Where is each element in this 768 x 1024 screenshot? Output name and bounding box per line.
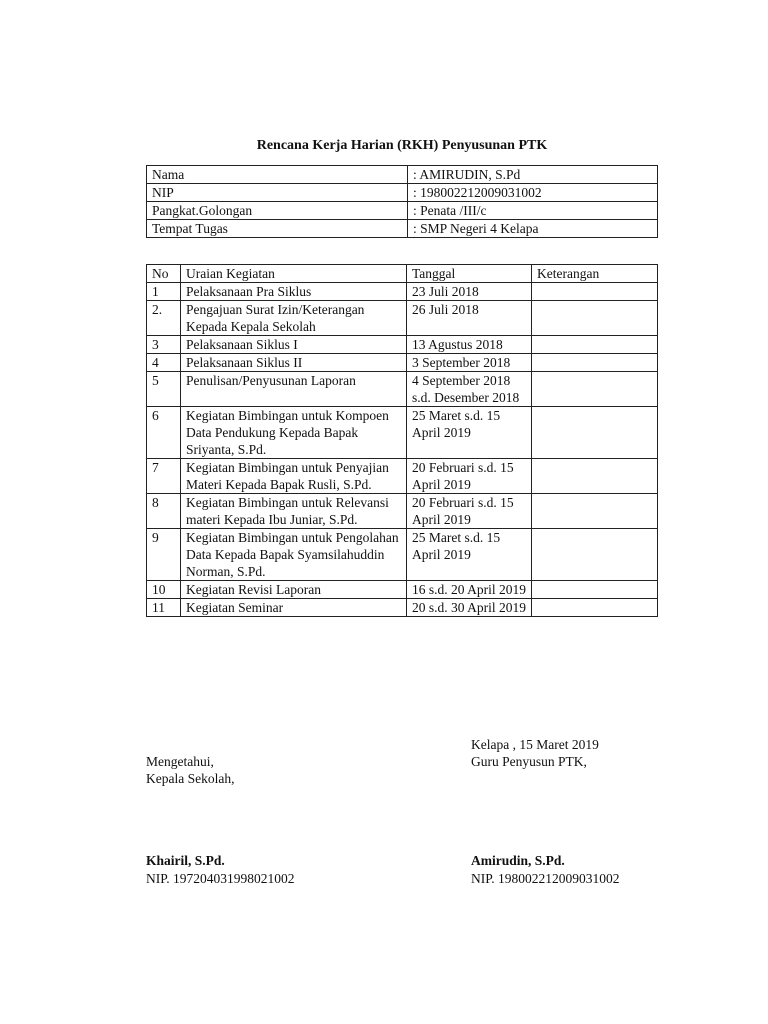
table-header-row bbox=[147, 265, 658, 283]
identity-value: : 198002212009031002 bbox=[408, 184, 658, 202]
row-tanggal: 20 s.d. 30 April 2019 bbox=[407, 599, 532, 617]
row-no: 3 bbox=[147, 336, 181, 354]
table-row bbox=[147, 581, 658, 599]
row-no: 2. bbox=[147, 301, 181, 336]
row-keterangan bbox=[532, 599, 658, 617]
row-tanggal: 20 Februari s.d. 15 April 2019 bbox=[407, 494, 532, 529]
row-no: 7 bbox=[147, 459, 181, 494]
identity-label: NIP bbox=[147, 184, 408, 202]
row-tanggal: 25 Maret s.d. 15 April 2019 bbox=[407, 529, 532, 581]
row-uraian: Kegiatan Bimbingan untuk Pengolahan Data Kepada Bapak Syamsilahuddin Norman, S.Pd. bbox=[181, 529, 407, 581]
principal-name: Khairil, S.Pd. bbox=[146, 853, 225, 868]
row-uraian: Pelaksanaan Pra Siklus bbox=[181, 283, 407, 301]
principal-nip: NIP. 197204031998021002 bbox=[146, 871, 295, 886]
row-no: 9 bbox=[147, 529, 181, 581]
row-tanggal: 13 Agustus 2018 bbox=[407, 336, 532, 354]
row-uraian: Kegiatan Seminar bbox=[181, 599, 407, 617]
row-tanggal: 4 September 2018 s.d. Desember 2018 bbox=[407, 372, 532, 407]
table-row bbox=[147, 529, 658, 581]
row-tanggal: 20 Februari s.d. 15 April 2019 bbox=[407, 459, 532, 494]
row-keterangan bbox=[532, 529, 658, 581]
row-uraian: Pengajuan Surat Izin/Keterangan Kepada Kepala Sekolah bbox=[181, 301, 407, 336]
row-uraian: Pelaksanaan Siklus II bbox=[181, 354, 407, 372]
row-tanggal: 23 Juli 2018 bbox=[407, 283, 532, 301]
acknowledged-label: Mengetahui, bbox=[146, 754, 214, 769]
table-row bbox=[147, 459, 658, 494]
table-row bbox=[147, 283, 658, 301]
document-title: Rencana Kerja Harian (RKH) Penyusunan PTK bbox=[256, 138, 548, 153]
row-no: 6 bbox=[147, 407, 181, 459]
author-role: Guru Penyusun PTK, bbox=[471, 754, 587, 769]
row-tanggal: 3 September 2018 bbox=[407, 354, 532, 372]
row-no: 5 bbox=[147, 372, 181, 407]
row-uraian: Kegiatan Bimbingan untuk Kompoen Data Pendukung Kepada Bapak Sriyanta, S.Pd. bbox=[181, 407, 407, 459]
table-row bbox=[147, 599, 658, 617]
identity-row bbox=[147, 166, 658, 184]
identity-table bbox=[146, 165, 658, 238]
row-uraian: Kegiatan Bimbingan untuk Relevansi materi Kepada Ibu Juniar, S.Pd. bbox=[181, 494, 407, 529]
identity-value: : AMIRUDIN, S.Pd bbox=[408, 166, 658, 184]
row-tanggal: 26 Juli 2018 bbox=[407, 301, 532, 336]
row-tanggal: 16 s.d. 20 April 2019 bbox=[407, 581, 532, 599]
row-uraian: Kegiatan Revisi Laporan bbox=[181, 581, 407, 599]
row-no: 11 bbox=[147, 599, 181, 617]
header-no: No bbox=[147, 265, 181, 283]
table-row bbox=[147, 407, 658, 459]
identity-row bbox=[147, 184, 658, 202]
author-nip: NIP. 198002212009031002 bbox=[471, 871, 620, 886]
row-keterangan bbox=[532, 354, 658, 372]
row-keterangan bbox=[532, 301, 658, 336]
header-keterangan: Keterangan bbox=[532, 265, 658, 283]
row-keterangan bbox=[532, 459, 658, 494]
activity-table bbox=[146, 264, 658, 617]
header-tanggal: Tanggal bbox=[407, 265, 532, 283]
row-no: 4 bbox=[147, 354, 181, 372]
table-row bbox=[147, 336, 658, 354]
row-uraian: Penulisan/Penyusunan Laporan bbox=[181, 372, 407, 407]
principal-role: Kepala Sekolah, bbox=[146, 771, 235, 786]
row-keterangan bbox=[532, 372, 658, 407]
identity-label: Nama bbox=[147, 166, 408, 184]
header-uraian: Uraian Kegiatan bbox=[181, 265, 407, 283]
identity-label: Tempat Tugas bbox=[147, 220, 408, 238]
row-uraian: Pelaksanaan Siklus I bbox=[181, 336, 407, 354]
row-no: 8 bbox=[147, 494, 181, 529]
identity-row bbox=[147, 220, 658, 238]
table-row bbox=[147, 494, 658, 529]
identity-value: : Penata /III/c bbox=[408, 202, 658, 220]
row-no: 10 bbox=[147, 581, 181, 599]
row-keterangan bbox=[532, 283, 658, 301]
row-uraian: Kegiatan Bimbingan untuk Penyajian Materi Kepada Bapak Rusli, S.Pd. bbox=[181, 459, 407, 494]
row-no: 1 bbox=[147, 283, 181, 301]
table-row bbox=[147, 354, 658, 372]
identity-row bbox=[147, 202, 658, 220]
row-keterangan bbox=[532, 581, 658, 599]
row-keterangan bbox=[532, 336, 658, 354]
place-date: Kelapa , 15 Maret 2019 bbox=[471, 737, 599, 752]
table-row bbox=[147, 372, 658, 407]
table-row bbox=[147, 301, 658, 336]
row-keterangan bbox=[532, 494, 658, 529]
row-tanggal: 25 Maret s.d. 15 April 2019 bbox=[407, 407, 532, 459]
identity-value: : SMP Negeri 4 Kelapa bbox=[408, 220, 658, 238]
author-name: Amirudin, S.Pd. bbox=[471, 853, 565, 868]
identity-label: Pangkat.Golongan bbox=[147, 202, 408, 220]
row-keterangan bbox=[532, 407, 658, 459]
